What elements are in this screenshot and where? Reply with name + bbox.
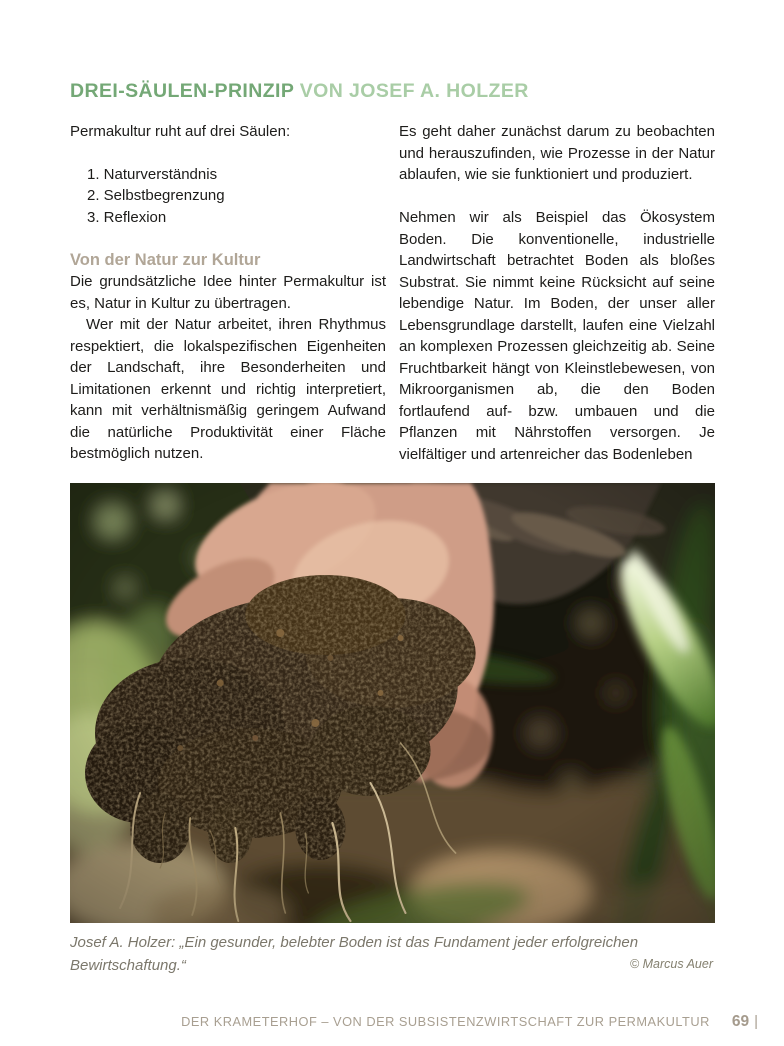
paragraph: Nehmen wir als Beispiel das Ökosystem Boden. Die konventionelle, industrielle Landwirtschaft betrachtet Boden als bloßes Substrat. Sie nimmt keine Rücksicht auf seine lebendige Natur. Im Boden, der unser aller Lebensgrundlage darstellt, laufen eine Vielzahl an komplexen Prozessen gleichzeitig ab. Seine Fruchtbarkeit hängt von Kleinstlebewesen, von Mikroorganismen ab, die den Boden fortlaufend auf- bzw. umbauen und die Pflanzen mit Nährstoffen versorgen. Je vielfältiger und artenreicher das Bodenleben — [399, 209, 715, 463]
section-subheading: Von der Natur zur Kultur — [70, 251, 261, 269]
left-column — [70, 121, 386, 465]
intro-paragraph: Permakultur ruht auf drei Säulen: — [70, 123, 291, 140]
soil-photo-illustration — [70, 483, 715, 923]
paragraph: Es geht daher zunächst darum zu beobachten und herauszufinden, wie Prozesse in der Natur ablaufen, wie sie funktioniert und produziert. — [399, 123, 715, 183]
paragraph: Wer mit der Natur arbeitet, ihren Rhythmus respektiert, die lokalspezifischen Eigenheiten der Landschaft, ihre Besonderheiten und Limitationen erkennt und richtig interpretiert, kann mit verhältnismäßig geringem Aufwand die natürliche Produktivität einer Fläche bestmöglich nutzen. — [70, 316, 386, 462]
footer-bar: | — [754, 1013, 758, 1030]
figure-caption — [70, 932, 715, 977]
list-item: 2. Selbstbegrenzung — [87, 187, 225, 204]
chapter-heading — [70, 79, 715, 103]
two-column-text — [70, 121, 715, 465]
figure — [70, 483, 715, 977]
paragraph: Die grundsätzliche Idee hinter Permakultur ist es, Natur in Kultur zu übertragen. — [70, 273, 386, 312]
right-column — [399, 121, 715, 465]
soil-photo — [70, 483, 715, 923]
page-number: 69 — [731, 1013, 750, 1030]
chapter-heading-main: DREI-SÄULEN-PRINZIP — [70, 80, 294, 102]
pillar-list — [87, 164, 386, 229]
text-block — [70, 79, 715, 977]
list-item: 1. Naturverständnis — [87, 165, 218, 183]
list-item: 3. Reflexion — [87, 208, 167, 226]
caption-text: Josef A. Holzer: „Ein gesunder, belebter Boden ist das Fundament jeder erfolgreichen Bewirtschaftung.“ — [70, 934, 639, 974]
photo-credit: © Marcus Auer — [629, 956, 713, 971]
photo-vignette — [70, 483, 715, 923]
chapter-heading-author: VON JOSEF A. HOLZER — [293, 80, 529, 102]
running-head: DER KRAMETERHOF – VON DER SUBSISTENZWIRTSCHAFT ZUR PERMAKULTUR — [181, 1014, 710, 1029]
page-footer — [70, 1013, 758, 1031]
